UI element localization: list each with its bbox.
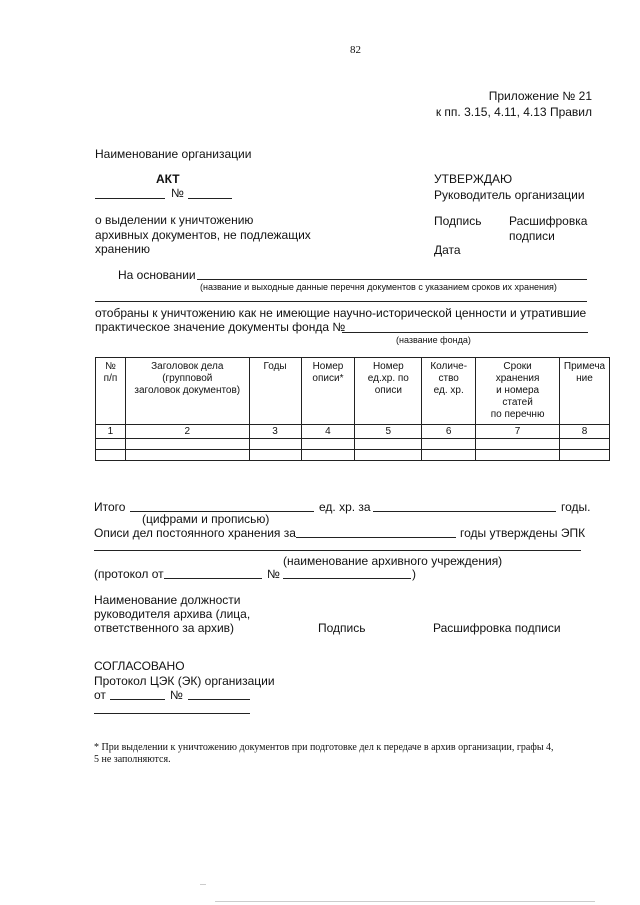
- act-title: АКТ: [156, 172, 180, 186]
- column-number-cell: 8: [559, 425, 609, 439]
- total-years: годы.: [561, 500, 591, 514]
- header-cell: Номер описи*: [301, 358, 355, 425]
- basis-line: [197, 279, 587, 280]
- act-number-sign: №: [171, 186, 184, 200]
- scan-mark: [200, 884, 206, 885]
- documents-table: [95, 357, 610, 461]
- header-cell: Заголовок дела (групповой заголовок документов): [125, 358, 249, 425]
- inventories-years-line: [296, 537, 456, 538]
- agreed-number-line: [188, 699, 250, 700]
- act-subject-line2: архивных документов, не подлежащих: [95, 228, 311, 242]
- column-number-cell: 7: [476, 425, 560, 439]
- column-number-cell: 5: [355, 425, 422, 439]
- selected-line2: практическое значение документы фонда №: [95, 320, 346, 334]
- archive-head-line3: ответственного за архив): [94, 621, 235, 635]
- total-label: Итого: [94, 500, 126, 514]
- appendix-title: Приложение № 21: [488, 89, 592, 103]
- total-units-for: ед. хр. за: [319, 500, 371, 514]
- header-cell: Примеча ние: [559, 358, 609, 425]
- act-number-line: [188, 198, 232, 199]
- agreed-number-sign: №: [170, 688, 183, 702]
- approve-date: Дата: [434, 243, 461, 257]
- header-cell: № п/п: [96, 358, 126, 425]
- header-cell: Количе- ство ед. хр.: [422, 358, 476, 425]
- column-number-cell: 2: [125, 425, 249, 439]
- agreed-title: СОГЛАСОВАНО: [94, 659, 185, 673]
- fund-caption: (название фонда): [396, 335, 471, 345]
- inventories-approved: годы утверждены ЭПК: [460, 526, 586, 540]
- column-number-cell: 3: [249, 425, 301, 439]
- page-number: 82: [350, 44, 361, 56]
- agreed-date-line: [110, 699, 165, 700]
- basis-label: На основании: [118, 268, 196, 282]
- approve-decoding-line2: подписи: [509, 229, 555, 243]
- protocol-number-line: [283, 578, 411, 579]
- table-header-row: [96, 358, 610, 425]
- footnote-line1: * При выделении к уничтожению документов при подготовке дел к передаче в архив организации, графы 4,: [94, 742, 554, 753]
- basis-line-2: [95, 301, 587, 302]
- agreed-from: от: [94, 688, 106, 702]
- protocol-date-line: [164, 578, 262, 579]
- total-caption: (цифрами и прописью): [142, 512, 270, 526]
- archive-caption: (наименование архивного учреждения): [283, 554, 503, 568]
- header-cell: Номер ед.хр. по описи: [355, 358, 422, 425]
- approve-decoding-line1: Расшифровка: [509, 214, 588, 228]
- agreed-protocol: Протокол ЦЭК (ЭК) организации: [94, 674, 275, 688]
- selected-line1: отобраны к уничтожению как не имеющие научно-исторической ценности и утратившие: [95, 306, 587, 320]
- archive-head-signature: Подпись: [318, 621, 366, 635]
- column-number-row: [96, 425, 610, 439]
- protocol-from: (протокол от: [94, 567, 164, 581]
- agreed-signature-line: [94, 713, 250, 714]
- inventories-label: Описи дел постоянного хранения за: [94, 526, 296, 540]
- approve-title: УТВЕРЖДАЮ: [434, 172, 513, 186]
- column-number-cell: 1: [96, 425, 126, 439]
- organization-label: Наименование организации: [95, 147, 252, 161]
- fund-number-line: [342, 332, 588, 333]
- protocol-number-sign: №: [267, 567, 280, 581]
- approve-signature: Подпись: [434, 214, 482, 228]
- archive-head-line1: Наименование должности: [94, 593, 241, 607]
- archive-name-line: [94, 550, 581, 551]
- column-number-cell: 6: [422, 425, 476, 439]
- approve-head: Руководитель организации: [434, 188, 585, 202]
- archive-head-decoding: Расшифровка подписи: [433, 621, 561, 635]
- total-years-line: [373, 511, 556, 512]
- archive-head-line2: руководителя архива (лица,: [94, 607, 251, 621]
- act-date-line: [95, 198, 165, 199]
- act-subject-line1: о выделении к уничтожению: [95, 213, 254, 227]
- basis-caption: (название и выходные данные перечня документов с указанием сроков их хранения): [200, 282, 557, 292]
- act-subject-line3: хранению: [95, 242, 150, 256]
- header-cell: Годы: [249, 358, 301, 425]
- header-cell: Сроки хранения и номера статей по перечню: [476, 358, 560, 425]
- appendix-reference: к пп. 3.15, 4.11, 4.13 Правил: [435, 105, 592, 119]
- footnote-line2: 5 не заполняются.: [94, 754, 171, 765]
- scan-edge: [215, 901, 595, 902]
- column-number-cell: 4: [301, 425, 355, 439]
- protocol-close: ): [412, 567, 416, 581]
- table-row: [96, 439, 610, 450]
- table-row: [96, 450, 610, 461]
